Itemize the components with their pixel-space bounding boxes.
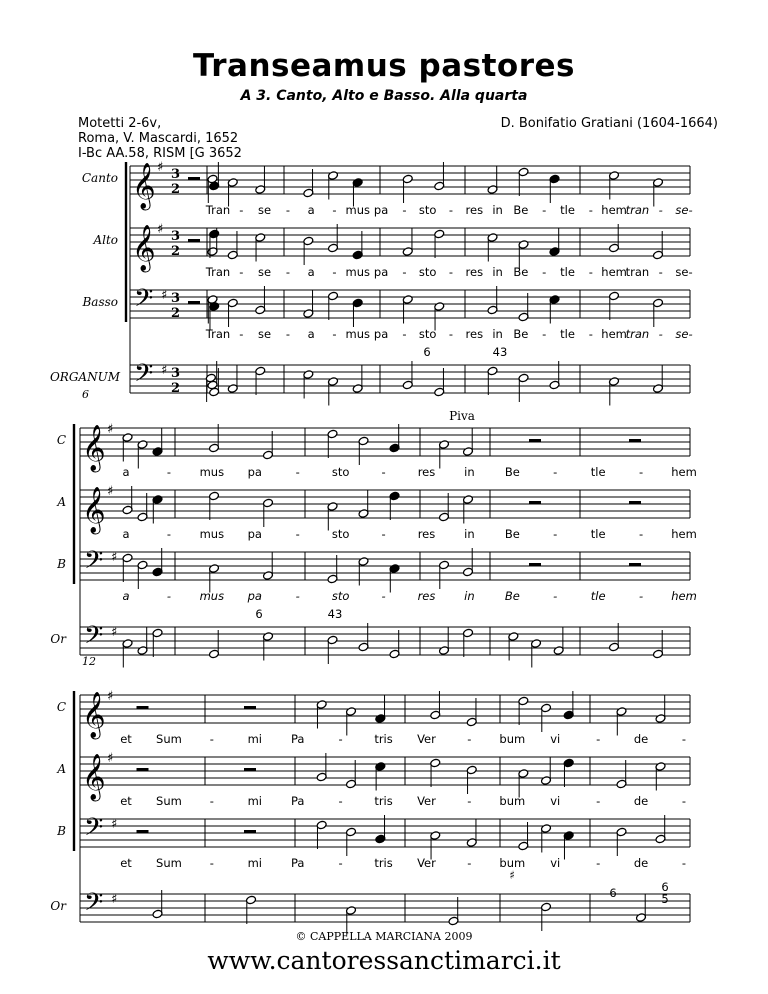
lyric-syllable: sto — [418, 265, 437, 279]
bass-clef-icon: 𝄢 — [84, 546, 104, 581]
lyric-syllable: de — [633, 732, 649, 746]
figured-bass: 6 — [255, 607, 263, 621]
lyric-hyphen: - — [658, 327, 663, 341]
sharp-icon: ♯ — [107, 751, 114, 766]
lyric-syllable: pa — [373, 203, 389, 217]
lyric-syllable: sto — [418, 327, 437, 341]
lyric-hyphen: - — [467, 794, 472, 808]
piece-title: Transeamus pastores — [193, 48, 575, 84]
bass-clef-icon: 𝄢 — [84, 888, 104, 923]
lyric-syllable: vi — [550, 732, 561, 746]
staff-a — [80, 757, 690, 785]
figured-bass: ♯ — [509, 868, 515, 882]
figured-bass: 43 — [492, 345, 508, 359]
lyric-hyphen: - — [239, 203, 244, 217]
lyric-syllable: pa — [247, 465, 262, 479]
lyric-syllable: tran — [625, 265, 650, 279]
sharp-icon: ♯ — [157, 222, 164, 237]
lyric-syllable: a — [307, 327, 315, 341]
lyric-hyphen: - — [588, 327, 593, 341]
voice-label: Canto — [81, 171, 118, 185]
lyric-hyphen: - — [588, 203, 593, 217]
rest-icon — [137, 768, 149, 771]
lyric-syllable: et — [120, 732, 132, 746]
lyric-syllable: res — [417, 589, 436, 603]
lyric-hyphen: - — [209, 732, 214, 746]
lyric-syllable: in — [464, 527, 475, 541]
lyric-syllable: tle — [560, 265, 575, 279]
lyric-hyphen: - — [467, 856, 472, 870]
time-signature: 2 — [171, 381, 181, 396]
rest-icon — [188, 301, 200, 304]
rest-icon — [188, 177, 200, 180]
voice-label: A — [57, 762, 66, 776]
lyric-syllable: Pa — [290, 732, 305, 746]
rest-icon — [244, 768, 256, 771]
lyric-hyphen: - — [588, 265, 593, 279]
lyric-syllable: Be — [504, 465, 520, 479]
lyric-syllable: tle — [560, 203, 575, 217]
lyric-syllable: res — [417, 527, 436, 541]
lyric-syllable: hem — [601, 327, 627, 341]
lyric-syllable: Be — [504, 589, 520, 603]
lyric-hyphen: - — [542, 265, 547, 279]
sharp-icon: ♯ — [161, 288, 168, 303]
lyric-syllable: hem — [601, 203, 627, 217]
time-signature: 2 — [171, 182, 181, 197]
voice-label: C — [56, 700, 66, 714]
lyric-syllable: Pa — [290, 856, 305, 870]
lyric-hyphen: - — [658, 265, 663, 279]
lyric-hyphen: - — [209, 856, 214, 870]
sharp-icon: ♯ — [157, 160, 164, 175]
lyric-hyphen: - — [681, 732, 687, 746]
treble-clef-icon: 𝄞 — [82, 487, 106, 533]
rest-icon — [137, 706, 149, 709]
bass-clef-icon: 𝄢 — [134, 284, 154, 319]
staff-b — [80, 552, 690, 580]
lyric-syllable: tris — [374, 856, 393, 870]
lyric-hyphen: - — [448, 265, 454, 279]
lyric-hyphen: - — [542, 327, 547, 341]
lyric-syllable: Sum — [156, 732, 182, 746]
lyric-syllable: a — [122, 465, 130, 479]
source-line-3: I-Bc AA.58, RISM [G 3652 — [78, 146, 242, 161]
lyric-hyphen: - — [553, 465, 558, 479]
rest-icon — [188, 239, 200, 242]
time-signature: 3 — [171, 229, 181, 244]
lyric-hyphen: - — [295, 527, 300, 541]
lyric-syllable: tle — [560, 327, 575, 341]
lyric-syllable: Tran — [205, 265, 231, 279]
sharp-icon: ♯ — [107, 689, 114, 704]
website-link: www.cantoressanctimarci.it — [207, 946, 561, 975]
lyric-hyphen: - — [381, 465, 386, 479]
lyric-syllable: sto — [331, 465, 350, 479]
lyric-syllable: mus — [345, 203, 371, 217]
lyric-hyphen: - — [332, 265, 337, 279]
lyric-syllable: tran — [625, 203, 650, 217]
rest-icon — [244, 830, 256, 833]
lyric-syllable: mus — [199, 465, 225, 479]
lyric-hyphen: - — [332, 327, 337, 341]
copyright-notice: © CAPPELLA MARCIANA 2009 — [295, 930, 473, 943]
treble-clef-icon: 𝄞 — [132, 225, 156, 271]
lyric-syllable: pa — [373, 265, 389, 279]
lyric-hyphen: - — [681, 794, 687, 808]
lyric-hyphen: - — [166, 527, 172, 541]
lyric-hyphen: - — [448, 203, 454, 217]
voice-label: A — [57, 495, 66, 509]
treble-clef-icon: 𝄞 — [132, 163, 156, 209]
lyric-syllable: se- — [675, 203, 693, 217]
time-signature: 2 — [171, 306, 181, 321]
lyric-hyphen: - — [467, 732, 472, 746]
voice-label: Or — [50, 899, 66, 913]
voice-label: ORGANUM — [49, 370, 120, 384]
lyric-syllable: pa — [373, 327, 389, 341]
lyric-syllable: vi — [550, 856, 561, 870]
lyric-hyphen: - — [596, 856, 601, 870]
lyric-hyphen: - — [596, 794, 601, 808]
voice-label: Basso — [82, 295, 118, 309]
bass-clef-icon: 𝄢 — [84, 813, 104, 848]
tempo-marking: Piva — [449, 409, 475, 423]
lyric-syllable: in — [492, 327, 503, 341]
voice-label: Or — [50, 632, 66, 646]
rest-icon — [529, 501, 541, 504]
bass-clef-icon: 𝄢 — [84, 621, 104, 656]
lyric-syllable: in — [464, 465, 475, 479]
lyric-syllable: tran — [625, 327, 650, 341]
lyric-hyphen: - — [285, 203, 290, 217]
lyric-syllable: sto — [331, 589, 350, 603]
lyric-syllable: mus — [199, 527, 225, 541]
sharp-icon: ♯ — [111, 892, 118, 907]
measure-number: 12 — [82, 655, 96, 668]
lyric-hyphen: - — [285, 265, 290, 279]
lyric-syllable: Ver — [417, 856, 436, 870]
lyric-syllable: de — [633, 856, 649, 870]
lyric-syllable: a — [122, 589, 130, 603]
lyric-hyphen: - — [285, 327, 290, 341]
piece-subtitle: A 3. Canto, Alto e Basso. Alla quarta — [240, 88, 528, 104]
lyric-syllable: Sum — [156, 856, 182, 870]
lyric-hyphen: - — [166, 589, 172, 603]
lyric-syllable: Tran — [205, 327, 231, 341]
lyric-hyphen: - — [338, 732, 343, 746]
lyric-hyphen: - — [295, 589, 300, 603]
voice-label: B — [57, 824, 66, 838]
lyric-hyphen: - — [402, 265, 407, 279]
lyric-syllable: se — [258, 265, 272, 279]
lyric-syllable: in — [464, 589, 475, 603]
lyric-syllable: mus — [345, 265, 371, 279]
lyric-hyphen: - — [166, 465, 172, 479]
lyric-syllable: tle — [590, 589, 606, 603]
lyric-syllable: tle — [590, 465, 606, 479]
rest-icon — [529, 439, 541, 442]
lyric-syllable: Tran — [205, 203, 231, 217]
bass-clef-icon: 𝄢 — [134, 359, 154, 394]
staff-or — [80, 627, 690, 655]
lyric-hyphen: - — [553, 589, 558, 603]
rest-icon — [529, 563, 541, 566]
time-signature: 2 — [171, 244, 181, 259]
lyric-syllable: Be — [513, 265, 529, 279]
lyric-hyphen: - — [638, 465, 644, 479]
lyric-syllable: hem — [671, 465, 697, 479]
time-signature: 3 — [171, 167, 181, 182]
sharp-icon: ♯ — [107, 484, 114, 499]
sharp-icon: ♯ — [111, 625, 118, 640]
lyric-hyphen: - — [448, 327, 454, 341]
lyric-syllable: in — [492, 203, 503, 217]
source-line-2: Roma, V. Mascardi, 1652 — [78, 131, 239, 146]
lyric-syllable: Be — [504, 527, 520, 541]
lyric-hyphen: - — [332, 203, 337, 217]
lyric-syllable: bum — [499, 732, 526, 746]
lyric-syllable: et — [120, 856, 132, 870]
lyric-hyphen: - — [381, 527, 386, 541]
figured-bass: 6 — [609, 886, 617, 900]
lyric-syllable: hem — [671, 527, 697, 541]
lyric-syllable: se- — [675, 265, 693, 279]
lyric-syllable: Sum — [156, 794, 182, 808]
lyric-syllable: Be — [513, 203, 529, 217]
staff-a — [80, 490, 690, 518]
lyric-syllable: Ver — [417, 732, 436, 746]
measure-number: 6 — [82, 388, 89, 401]
lyric-hyphen: - — [553, 527, 558, 541]
lyric-syllable: se — [258, 203, 272, 217]
sharp-icon: ♯ — [107, 422, 114, 437]
lyric-syllable: Ver — [417, 794, 436, 808]
composer-credit: D. Bonifatio Gratiani (1604-1664) — [500, 116, 718, 131]
lyric-hyphen: - — [638, 589, 644, 603]
lyric-hyphen: - — [338, 794, 343, 808]
time-signature: 3 — [171, 366, 181, 381]
lyric-hyphen: - — [381, 589, 386, 603]
lyric-syllable: tris — [374, 794, 393, 808]
lyric-hyphen: - — [209, 794, 214, 808]
lyric-syllable: Pa — [290, 794, 305, 808]
lyric-syllable: mus — [345, 327, 371, 341]
lyric-syllable: mi — [247, 732, 262, 746]
treble-clef-icon: 𝄞 — [82, 692, 106, 738]
lyric-syllable: in — [492, 265, 503, 279]
lyric-syllable: a — [307, 203, 315, 217]
lyric-syllable: et — [120, 794, 132, 808]
lyric-hyphen: - — [638, 527, 644, 541]
staff-or — [80, 894, 690, 922]
figured-bass: 5 — [661, 892, 669, 906]
lyric-syllable: a — [122, 527, 130, 541]
treble-clef-icon: 𝄞 — [82, 754, 106, 800]
lyric-syllable: res — [465, 265, 484, 279]
voice-label: Alto — [93, 233, 118, 247]
lyric-syllable: hem — [671, 589, 697, 603]
rest-icon — [629, 501, 641, 504]
sharp-icon: ♯ — [111, 817, 118, 832]
rest-icon — [137, 830, 149, 833]
lyric-syllable: a — [307, 265, 315, 279]
figured-bass: 43 — [327, 607, 343, 621]
rest-icon — [629, 563, 641, 566]
lyric-syllable: tris — [374, 732, 393, 746]
sharp-icon: ♯ — [111, 550, 118, 565]
lyric-syllable: res — [417, 465, 436, 479]
lyric-hyphen: - — [338, 856, 343, 870]
lyric-syllable: Be — [513, 327, 529, 341]
lyric-syllable: vi — [550, 794, 561, 808]
lyric-syllable: hem — [601, 265, 627, 279]
lyric-hyphen: - — [295, 465, 300, 479]
time-signature: 3 — [171, 291, 181, 306]
lyric-hyphen: - — [402, 203, 407, 217]
treble-clef-icon: 𝄞 — [82, 425, 106, 471]
lyric-hyphen: - — [681, 856, 687, 870]
lyric-syllable: pa — [247, 527, 262, 541]
lyric-syllable: mi — [247, 794, 262, 808]
sharp-icon: ♯ — [161, 363, 168, 378]
rest-icon — [629, 439, 641, 442]
lyric-hyphen: - — [239, 265, 244, 279]
staff-c — [80, 428, 690, 456]
lyric-hyphen: - — [596, 732, 601, 746]
voice-label: B — [57, 557, 66, 571]
lyric-hyphen: - — [402, 327, 407, 341]
lyric-syllable: mus — [199, 589, 225, 603]
lyric-syllable: bum — [499, 856, 526, 870]
lyric-syllable: res — [465, 203, 484, 217]
lyric-syllable: res — [465, 327, 484, 341]
lyric-syllable: pa — [247, 589, 262, 603]
lyric-syllable: sto — [418, 203, 437, 217]
lyric-syllable: sto — [331, 527, 350, 541]
lyric-hyphen: - — [658, 203, 663, 217]
lyric-syllable: tle — [590, 527, 606, 541]
lyric-syllable: se- — [675, 327, 693, 341]
lyric-syllable: se — [258, 327, 272, 341]
lyric-syllable: bum — [499, 794, 526, 808]
figured-bass: 6 — [423, 345, 431, 359]
lyric-syllable: de — [633, 794, 649, 808]
lyric-hyphen: - — [239, 327, 244, 341]
rest-icon — [244, 706, 256, 709]
figured-bass: 6 — [661, 880, 669, 894]
source-line-1: Motetti 2-6v, — [78, 116, 162, 131]
lyric-syllable: mi — [247, 856, 262, 870]
voice-label: C — [56, 433, 66, 447]
lyric-hyphen: - — [542, 203, 547, 217]
